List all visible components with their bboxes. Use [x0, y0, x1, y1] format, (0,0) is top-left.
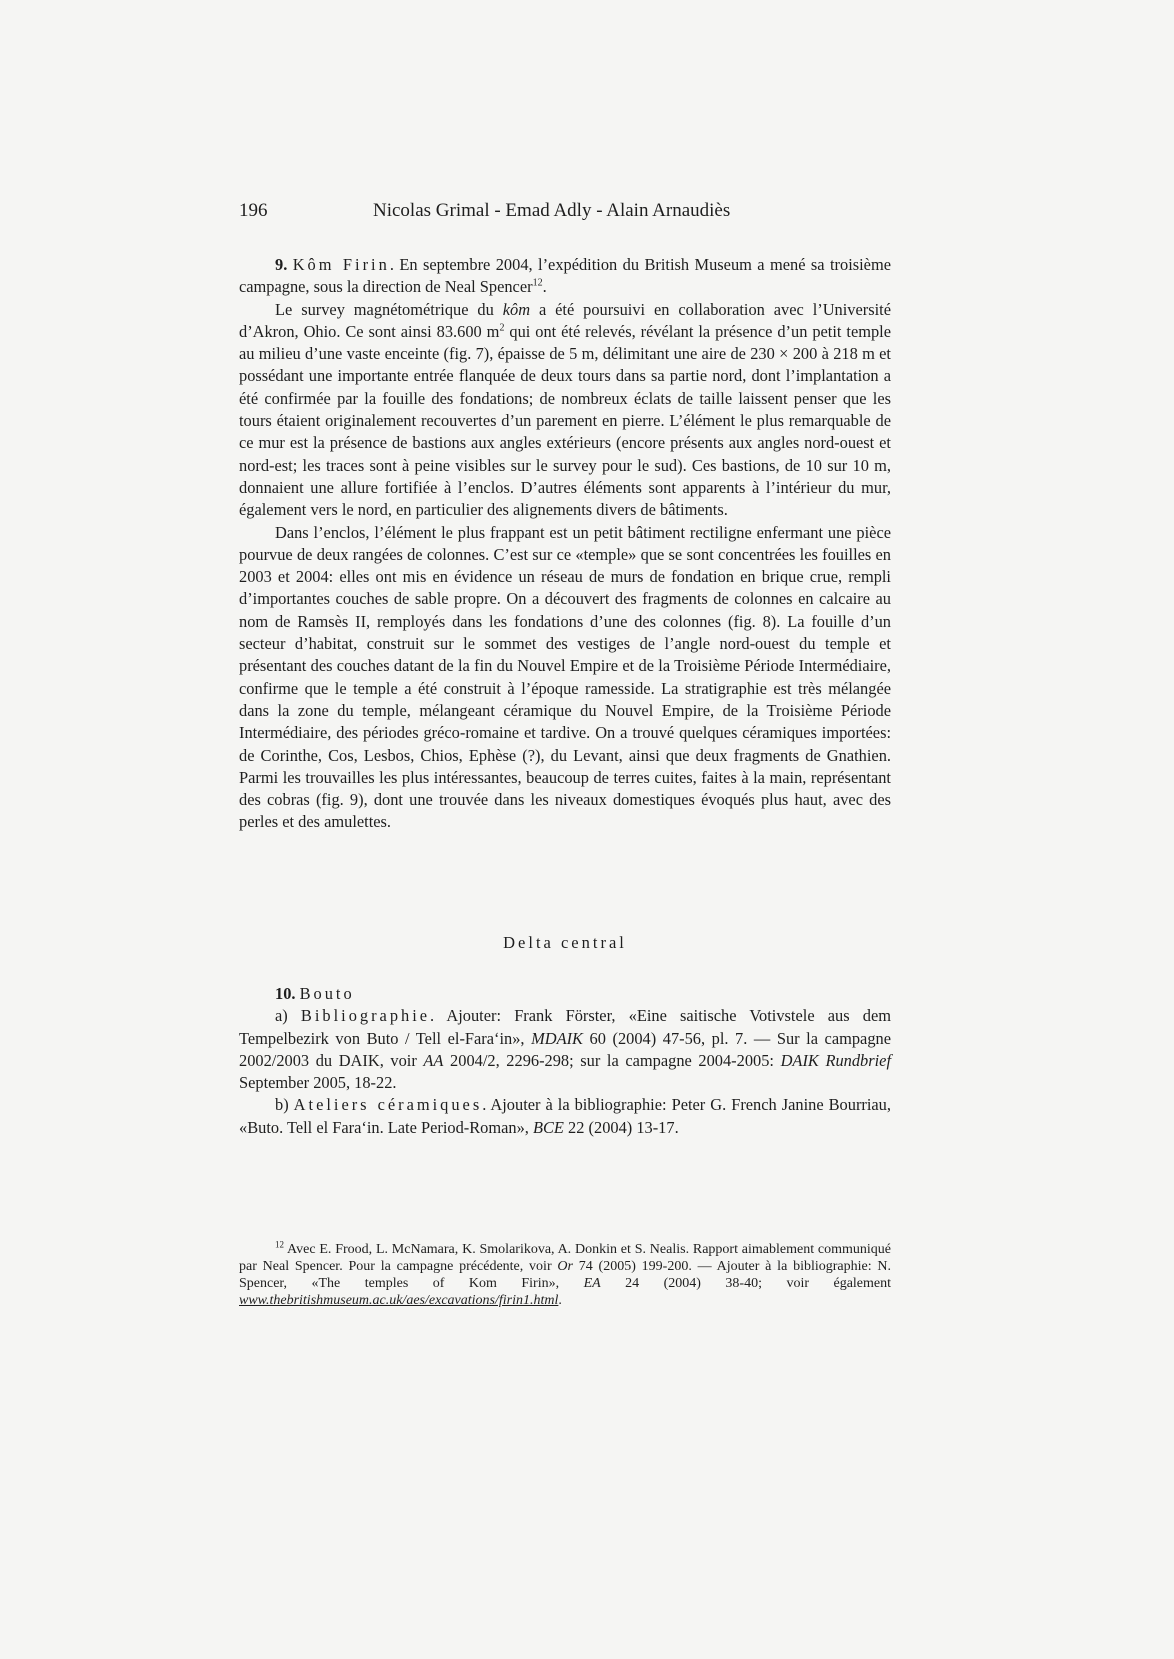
paragraph-text: . Ajouter: Frank Förster, «Eine saitische Votivstele aus dem Tempelbezirk von Buto / Tell el-Fara‘in», [239, 1006, 891, 1048]
paragraph-text: 22 (2004) 13-17. [563, 1117, 679, 1137]
paragraph-text: 2004/2, 2296-298; sur la campagne 2004-2005: [443, 1050, 781, 1070]
subsection-title: Bibliographie [300, 1006, 431, 1026]
section-9-kom-firin [239, 254, 891, 834]
entry-heading [239, 983, 891, 1005]
site-name: Kôm Firin [292, 255, 390, 274]
footnote-reference: 12 [532, 277, 543, 289]
survey-paragraph [239, 299, 891, 522]
item-label: b) [275, 1095, 289, 1115]
paragraph-text: September 2005, 18-22. [239, 1073, 397, 1093]
running-head [239, 200, 889, 230]
running-head-authors: Nicolas Grimal - Emad Adly - Alain Arnaudiès [373, 200, 731, 221]
journal-title: BCE [532, 1117, 564, 1137]
journal-title: DAIK Rundbrief [780, 1050, 891, 1070]
section-heading: Delta central [503, 933, 627, 952]
paragraph-text: . Ajouter à la bibliographie: Peter G. French Janine Bourriau, «Buto. Tell el Fara‘in. Late Period-Roman», [239, 1095, 891, 1137]
paragraph-text: Avec E. Frood, L. McNamara, K. Smolarikova, A. Donkin et S. Nealis. Rapport aimablement communiqué par Neal Spencer. Pour la campagne précédente, voir [239, 1242, 891, 1274]
site-name: Bouto [299, 984, 355, 1003]
entry-number: 9. [275, 255, 288, 274]
website-link[interactable]: www.thebritishmuseum.ac.uk/aes/excavations/firin1.html [239, 1293, 559, 1308]
italic-term: kôm [502, 299, 531, 319]
journal-title: Or [557, 1259, 573, 1274]
footnote-12 [239, 1241, 891, 1309]
journal-title: AA [423, 1050, 444, 1070]
paragraph-text: Le survey magnétométrique du [275, 299, 503, 319]
footnote-marker: 12 [275, 1239, 284, 1250]
paragraph-text: a été poursuivi en collaboration avec l’Université d’Akron, Ohio. Ce sont ainsi 83.600 m [239, 299, 891, 341]
paragraph-text: . En septembre 2004, l’expédition du British Museum a mené sa troisième campagne, sous la direction de Neal Spencer [239, 255, 891, 297]
paragraph-text: . [542, 277, 547, 297]
paragraph-text: 60 (2004) 47-56, pl. 7. — Sur la campagne 2002/2003 du DAIK, voir [239, 1028, 891, 1070]
superscript: 2 [499, 322, 505, 334]
paragraph-text: . [558, 1293, 562, 1308]
section-9-intro-paragraph [239, 254, 891, 299]
paragraph-text: 74 (2005) 199-200. — Ajouter à la bibliographie: N. Spencer, «The temples of Kom Firin», [239, 1259, 892, 1291]
footnote-text [239, 1241, 891, 1309]
item-label: a) [275, 1006, 288, 1026]
journal-title: EA [583, 1276, 601, 1291]
entry-number: 10. [275, 984, 296, 1003]
section-10-bouto [239, 983, 891, 1139]
bibliography-paragraph [239, 1005, 891, 1094]
enclosure-paragraph: Dans l’enclos, l’élément le plus frappant est un petit bâtiment rectiligne enfermant une pièce pourvue de deux rangées de colonnes. C’est sur ce «temple» que se sont concentrées les fouilles en 2003 et 2004: elles ont mis en évidence un réseau de murs de fondation en brique crue, rempli d’importantes couches de sable propre. On a découvert des fragments de colonnes en calcaire au nom de Ramsès II, remployés dans les fondations d’une des colonnes (fig. 8). La fouille d’un secteur d’habitat, construit sur le sommet des vestiges de l’angle nord-ouest du temple et présentant des couches datant de la fin du Nouvel Empire et de la Troisième Période Intermédiaire, confirme que le temple a été construit à l’époque ramesside. La stratigraphie est très mélangée dans la zone du temple, mélangeant céramique du Nouvel Empire, de la Troisième Période Intermédiaire, des périodes gréco-romaine et tardive. On a trouvé quelques céramiques importées: de Corinthe, Cos, Lesbos, Chios, Ephèse (?), du Levant, ainsi que deux fragments de Gnathien. Parmi les trouvailles les plus intéressantes, beaucoup de terres cuites, faites à la main, représentant des cobras (fig. 9), dont une trouvée dans les niveaux domestiques évoqués plus haut, avec des perles et des amulettes. [239, 522, 891, 832]
subsection-title: Ateliers céramiques [293, 1095, 483, 1115]
paragraph-text: 24 (2004) 38-40; voir également [600, 1276, 892, 1291]
ceramics-paragraph [239, 1094, 891, 1139]
page-number: 196 [239, 200, 268, 221]
journal-title: MDAIK [531, 1028, 583, 1048]
paragraph-text: qui ont été relevés, révélant la présence d’un petit temple au milieu d’une vaste enceinte (fig. 7), épaisse de 5 m, délimitant une aire de 230 × 200 à 218 m et possédant une importante entrée flanquée de deux tours dans sa partie nord, dont l’implantation a été confirmée par la fouille des fondations; de nombreux éclats de taille laissent penser que les tours étaient originalement recouvertes d’un parement en pierre. L’élément le plus remarquable de ce mur est la présence de bastions aux angles extérieurs (encore présents aux angles nord-ouest et nord-est; les traces sont à peine visibles sur le survey pour le sud). Ces bastions, de 10 sur 10 m, donnaient une allure fortifiée à l’enclos. D’autres éléments sont apparents à l’intérieur du mur, également vers le nord, en particulier des alignements divers de bâtiments. [239, 321, 891, 520]
